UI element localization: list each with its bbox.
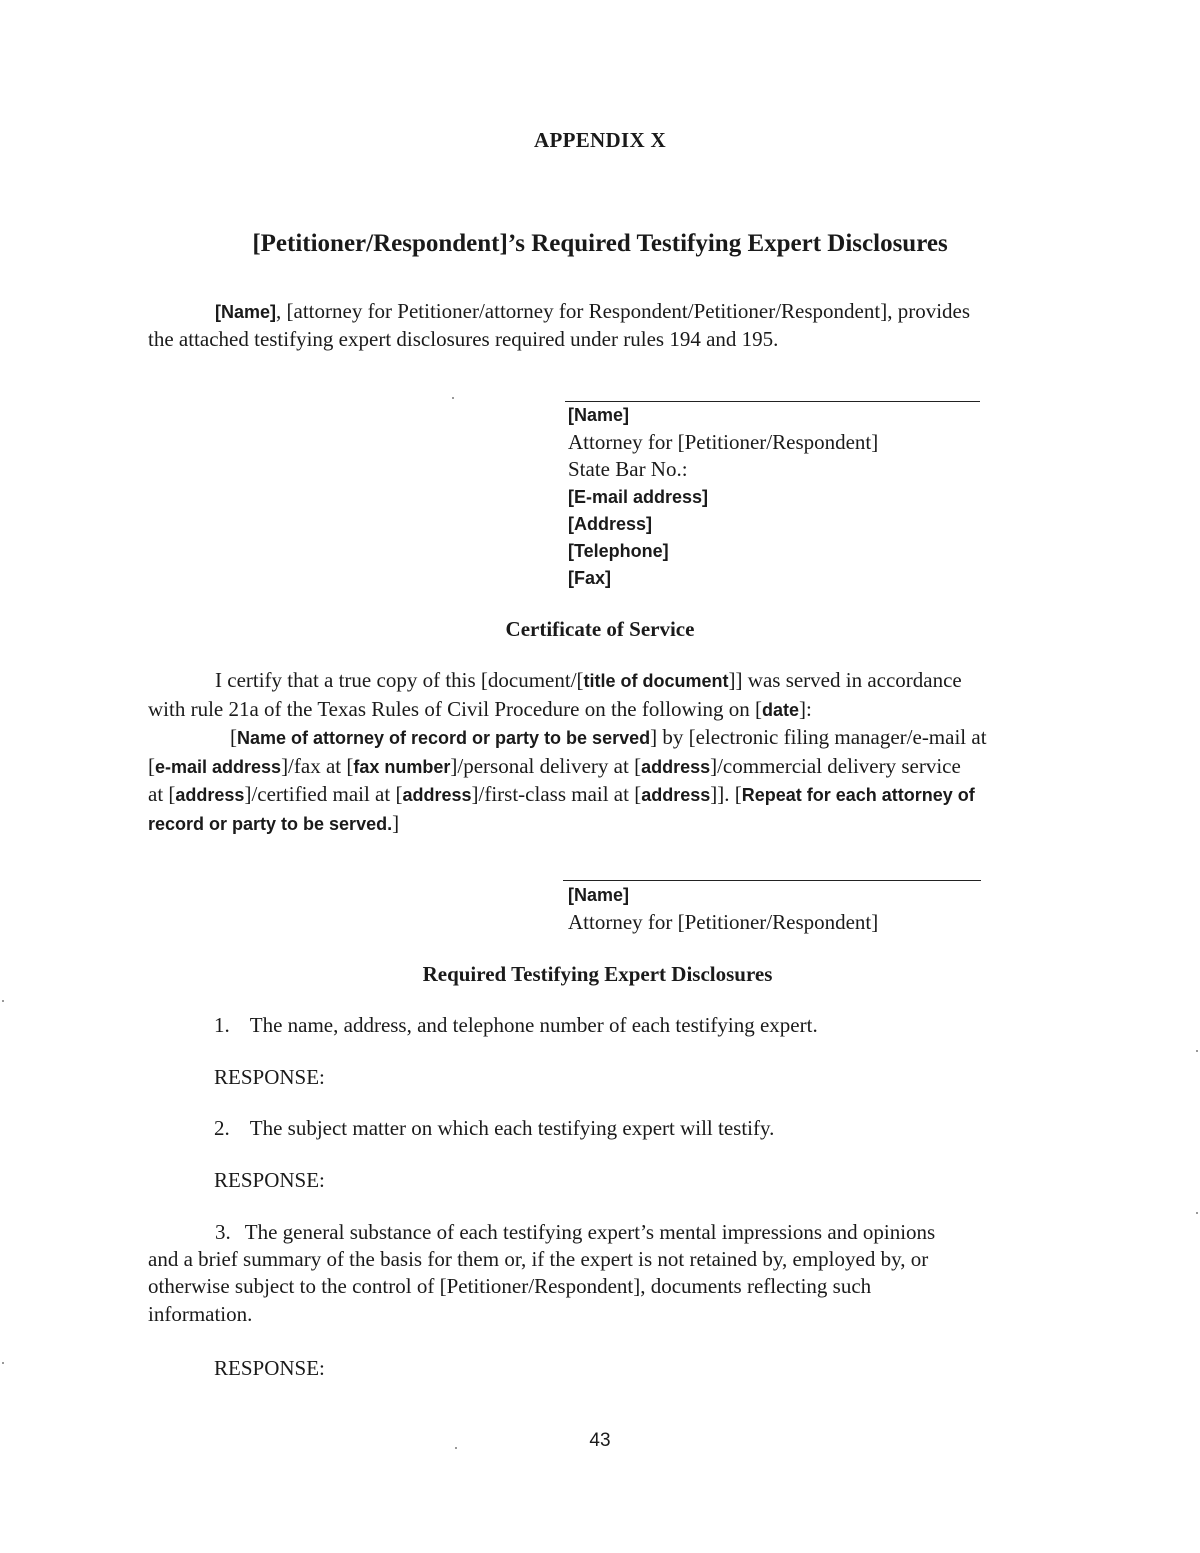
date-placeholder: date (762, 699, 800, 720)
item-number: 2. (214, 1116, 230, 1140)
signature-bar-no: State Bar No.: (568, 457, 688, 482)
address-placeholder: address (641, 785, 711, 805)
served-party-placeholder: Name of attorney of record or party to be served (237, 728, 651, 748)
page-title: [Petitioner/Respondent]’s Required Testifying Expert Disclosures (252, 230, 948, 257)
certificate-paragraph (148, 667, 1053, 838)
scan-speck (452, 397, 454, 399)
signature-role: Attorney for [Petitioner/Respondent] (568, 430, 879, 455)
response-label: RESPONSE: (214, 1168, 325, 1192)
address-placeholder: address (402, 785, 472, 805)
signature-role: Attorney for [Petitioner/Respondent] (568, 910, 879, 935)
scan-speck (1196, 1050, 1198, 1052)
disclosure-item-2 (214, 1115, 774, 1142)
appendix-label: APPENDIX X (534, 128, 666, 152)
page-number: 43 (589, 1430, 611, 1451)
scan-speck (2, 1000, 4, 1002)
signature-line (563, 880, 981, 881)
item-number: 1. (214, 1013, 230, 1037)
certificate-line-5: at [address]/certified mail at [address]/first-class mail at [address]]. [Repeat for each attorney of (148, 782, 975, 806)
disclosures-heading: Required Testifying Expert Disclosures (422, 962, 773, 986)
signature-email: [E-mail address] (568, 486, 709, 507)
intro-line-1 (148, 298, 1053, 326)
signature-block (568, 882, 878, 936)
item-text: The subject matter on which each testifying expert will testify. (249, 1116, 775, 1140)
certificate-line-1: I certify that a true copy of this [document/[title of document]] was served in accordance (215, 668, 962, 692)
certificate-heading: Certificate of Service (505, 617, 695, 641)
scan-speck (2, 1362, 4, 1364)
address-placeholder: address (641, 756, 711, 777)
item-3-line-3: otherwise subject to the control of [Petitioner/Respondent], documents reflecting such (148, 1274, 872, 1299)
item-3-line-2: and a brief summary of the basis for them or, if the expert is not retained by, employed by, or (148, 1247, 929, 1272)
disclosure-item-1 (214, 1012, 818, 1039)
signature-name: [Name] (568, 885, 630, 905)
title-of-document-placeholder: title of document (583, 671, 729, 691)
intro-line-2: the attached testifying expert disclosures required under rules 194 and 195. (148, 327, 779, 351)
disclosure-item-3 (148, 1219, 1053, 1328)
signature-block (568, 402, 878, 592)
item-text: The name, address, and telephone number of each testifying expert. (249, 1013, 818, 1037)
scan-speck (455, 1447, 457, 1449)
item-3-line-1: 3. The general substance of each testifying expert’s mental impressions and opinions (215, 1220, 936, 1244)
certificate-line-4: [e-mail address]/fax at [fax number]/personal delivery at [address]/commercial delivery service (148, 753, 961, 778)
signature-fax: [Fax] (568, 568, 612, 589)
address-placeholder: address (175, 785, 245, 805)
certificate-line-6: record or party to be served.] (148, 810, 400, 835)
repeat-instruction: Repeat for each attorney of (741, 785, 975, 805)
intro-paragraph (148, 298, 1053, 353)
name-placeholder: [Name] (215, 302, 277, 322)
response-label: RESPONSE: (214, 1065, 325, 1089)
intro-line-1-text: , [attorney for Petitioner/attorney for Respondent/Petitioner/Respondent], provides (276, 299, 971, 323)
fax-number-placeholder: fax number (353, 756, 451, 777)
signature-telephone: [Telephone] (568, 541, 669, 562)
repeat-instruction: record or party to be served. (148, 813, 393, 834)
item-3-line-4: information. (148, 1301, 253, 1326)
signature-address: [Address] (568, 513, 653, 534)
certificate-line-3: [Name of attorney of record or party to be served] by [electronic filing manager/e-mail at (230, 725, 987, 749)
email-address-placeholder: e-mail address (155, 756, 282, 777)
signature-name: [Name] (568, 405, 630, 425)
certificate-line-2: with rule 21a of the Texas Rules of Civil Procedure on the following on [date]: (148, 696, 812, 721)
scan-speck (1196, 1212, 1198, 1214)
response-label: RESPONSE: (214, 1356, 325, 1380)
item-number: 3. (215, 1220, 231, 1244)
